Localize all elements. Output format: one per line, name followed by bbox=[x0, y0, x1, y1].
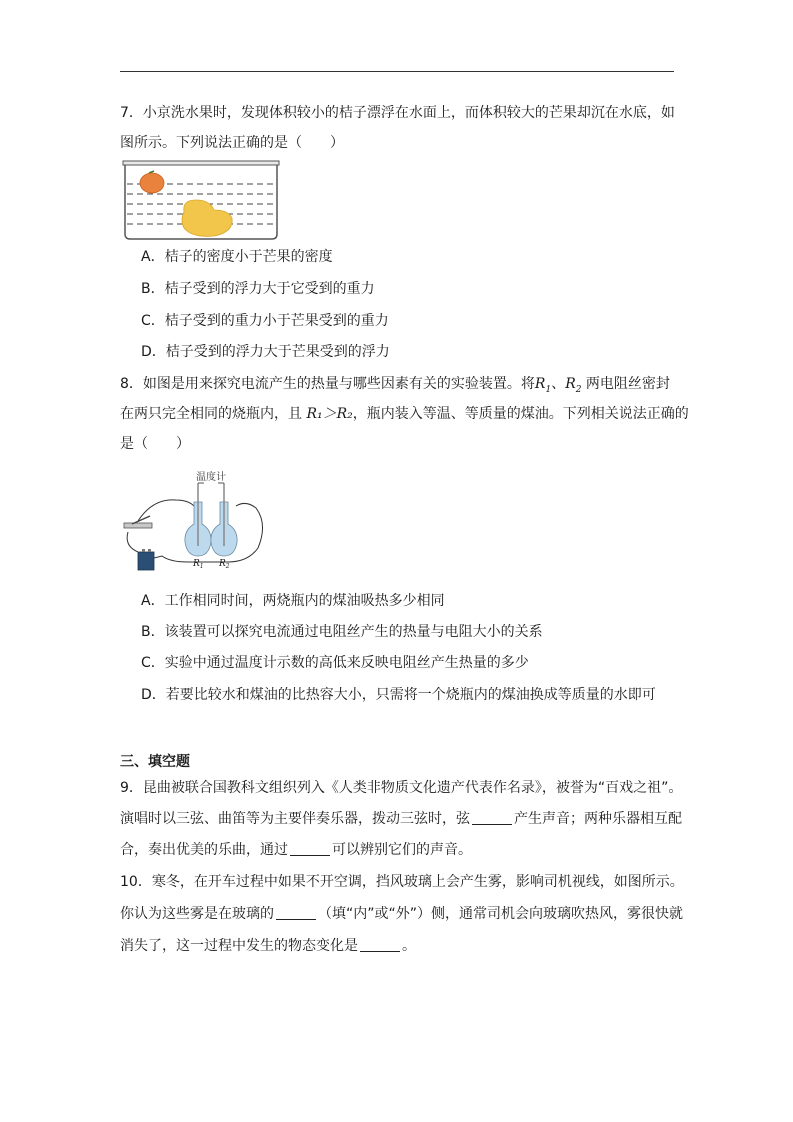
header-rule bbox=[120, 71, 674, 72]
r2-symbol: $R_2$ bbox=[565, 376, 582, 395]
q9-blank-1[interactable] bbox=[472, 810, 512, 825]
resistance-inequality: R₁＞R₂ bbox=[306, 406, 353, 422]
q7-stem-line2: 图所示。下列说法正确的是（ ） bbox=[120, 135, 344, 151]
q8-option-b: B．该装置可以探究电流通过电阻丝产生的热量与电阻大小的关系 bbox=[141, 624, 543, 640]
q9-line2: 演唱时以三弦、曲笛等为主要伴奏乐器，拨动三弦时，弦 产生声音；两种乐器相互配 bbox=[120, 811, 682, 827]
battery bbox=[138, 552, 154, 570]
section-heading-fill-in: 三、填空题 bbox=[120, 754, 190, 770]
q10-blank-1[interactable] bbox=[276, 905, 316, 920]
q10-blank-2[interactable] bbox=[360, 937, 400, 952]
q8-option-c: C．实验中通过温度计示数的高低来反映电阻丝产生热量的多少 bbox=[141, 655, 529, 671]
q8-stem-line3: 是（ ） bbox=[120, 436, 190, 452]
q9-line3: 合，奏出优美的乐曲，通过 可以辨别它们的声音。 bbox=[120, 842, 472, 858]
q10-line2: 你认为这些雾是在玻璃的 （填“内”或“外”）侧，通常司机会向玻璃吹热风，雾很快就 bbox=[120, 906, 684, 922]
q8-stem-line2: 在两只完全相同的烧瓶内，且 R₁＞R₂，瓶内装入等温、等质量的煤油。下列相关说法正确的 bbox=[120, 406, 689, 422]
orange-fruit bbox=[140, 173, 164, 193]
q9-blank-2[interactable] bbox=[290, 841, 330, 856]
q7-figure-tank bbox=[122, 160, 280, 242]
q7-option-d: D．桔子受到的浮力大于芒果受到的浮力 bbox=[141, 344, 390, 360]
q8-figure-circuit bbox=[118, 466, 280, 580]
q10-line3: 消失了，这一过程中发生的物态变化是 。 bbox=[120, 938, 416, 954]
q10-line1: 10．寒冬，在开车过程中如果不开空调，挡风玻璃上会产生雾，影响司机视线，如图所示。 bbox=[120, 874, 684, 890]
q8-option-a: A．工作相同时间，两烧瓶内的煤油吸热多少相同 bbox=[141, 593, 445, 609]
q7-option-c: C．桔子受到的重力小于芒果受到的重力 bbox=[141, 313, 389, 329]
svg-text:R1: $R_1$ bbox=[193, 559, 204, 570]
r1-symbol: $R_1$ bbox=[534, 376, 552, 395]
q8-stem-line1: 8．如图是用来探究电流产生的热量与哪些因素有关的实验装置。将$R_1$、$R_2$ 两电阻丝密封 bbox=[120, 376, 670, 395]
q7-option-b: B．桔子受到的浮力大于它受到的重力 bbox=[141, 281, 375, 297]
q7-option-a: A．桔子的密度小于芒果的密度 bbox=[141, 249, 333, 265]
mango-fruit bbox=[182, 200, 232, 236]
thermometer-label: 温度计 bbox=[196, 472, 226, 483]
q7-stem-line1: 7．小京洗水果时，发现体积较小的桔子漂浮在水面上，而体积较大的芒果却沉在水底，如 bbox=[120, 105, 675, 121]
svg-text:R2: $R_2$ bbox=[219, 559, 230, 570]
q9-line1: 9．昆曲被联合国教科文组织列入《人类非物质文化遗产代表作名录》，被誉为“百戏之祖”。 bbox=[120, 780, 683, 796]
q8-option-d: D．若要比较水和煤油的比热容大小，只需将一个烧瓶内的煤油换成等质量的水即可 bbox=[141, 687, 656, 703]
